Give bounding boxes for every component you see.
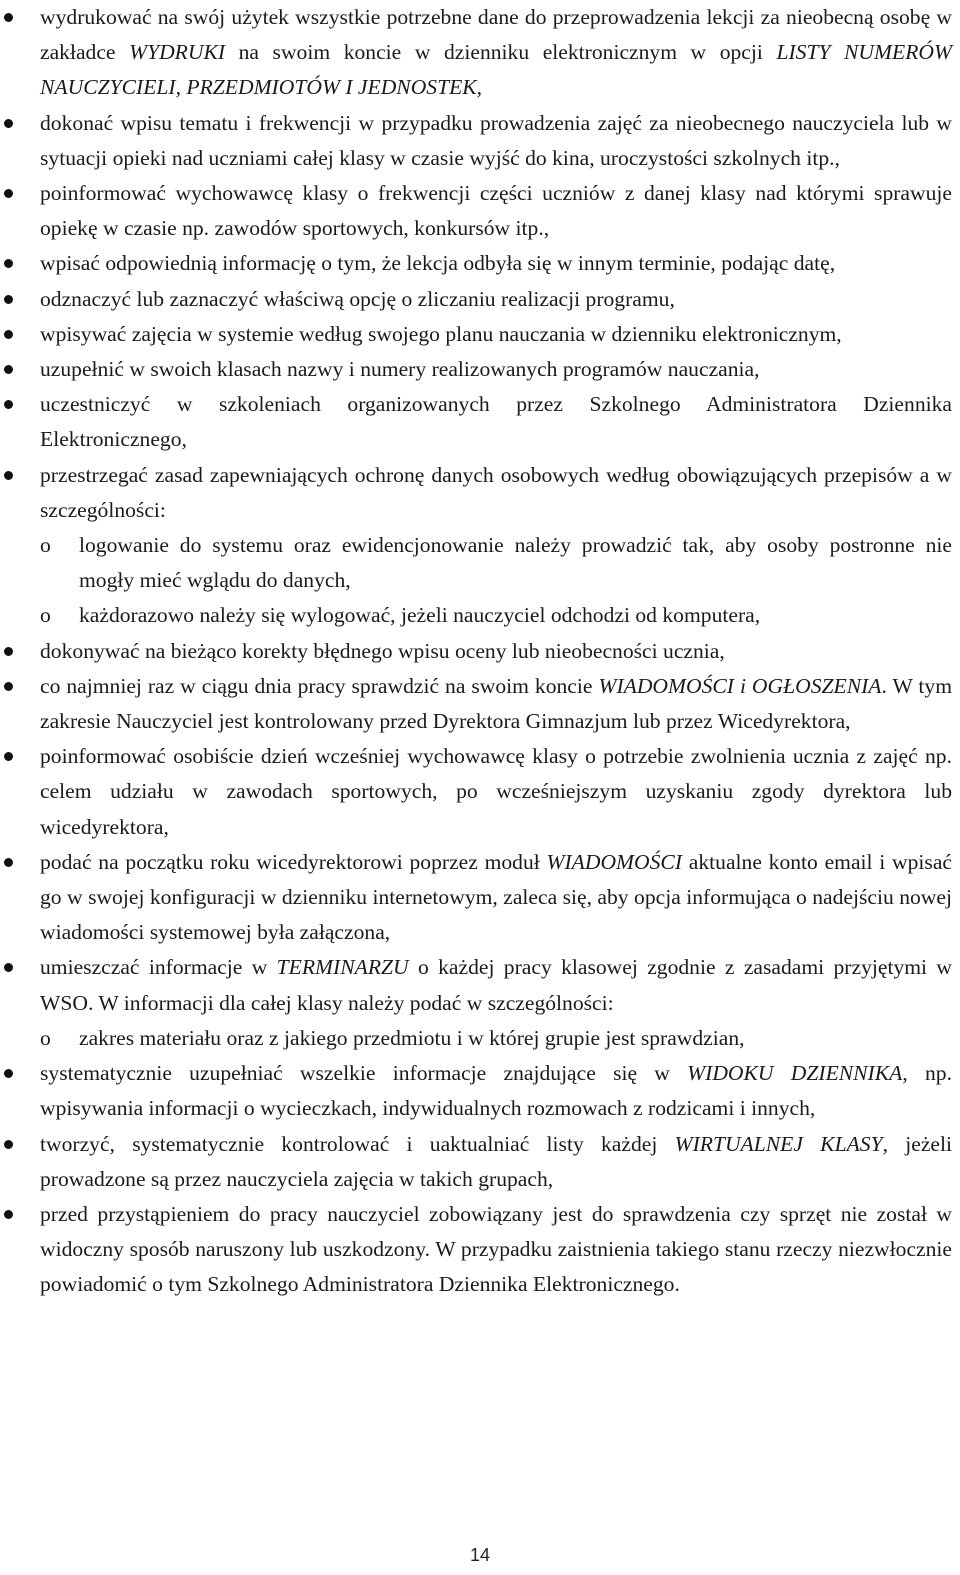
list-item <box>0 1056 960 1126</box>
list-item <box>0 387 960 457</box>
list-item <box>0 845 960 951</box>
item-text: systematycznie uzupełniać wszelkie informacje znajdujące się w <box>40 1061 688 1086</box>
item-text: podać na początku roku wicedyrektorowi poprzez moduł <box>40 849 547 874</box>
list-item <box>0 634 960 669</box>
item-text: o każdej pracy klasowej zgodnie z zasadami przyjętymi w WSO. W informacji dla całej klasy należy podać w szczególności: <box>40 955 952 1015</box>
list-item <box>0 317 960 352</box>
sub-list-item: o zakres materiału oraz z jakiego przedmiotu i w której grupie jest sprawdzian, <box>0 1021 952 1056</box>
sub-list <box>0 528 952 634</box>
item-text: . W tym zakresie Nauczyciel jest kontrolowany przed Dyrektora Gimnazjum lub przez Wicedyrektora, <box>40 673 953 734</box>
list-item <box>0 950 960 1056</box>
list-item <box>0 176 960 246</box>
item-emphasis: WIRTUALNEJ KLASY <box>674 1131 883 1156</box>
list-item <box>0 739 960 845</box>
item-text: poinformować wychowawcę klasy o frekwencji części uczniów z danej klasy nad którymi sprawuje opiekę w czasie np. zawodów sportowych, konkursów itp., <box>40 181 952 241</box>
item-emphasis: LISTY NUMERÓW NAUCZYCIELI, PRZEDMIOTÓW I JEDNOSTEK, <box>40 40 952 100</box>
item-text: dokonywać na bieżąco korekty błędnego wpisu oceny lub nieobecności ucznia, <box>40 638 725 663</box>
sub-list-item: o logowanie do systemu oraz ewidencjonowanie należy prowadzić tak, aby osoby postronne nie mogły mieć wglądu do danych, <box>0 528 952 598</box>
item-text: poinformować osobiście dzień wcześniej wychowawcę klasy o potrzebie zwolnienia ucznia z zajęć np. celem udziału w zawodach sportowych, po wcześniejszym uzyskaniu zgody dyrektora lub wicedyrektora, <box>40 744 952 839</box>
item-emphasis: WYDRUKI <box>129 40 226 65</box>
item-text: wpisać odpowiednią informację o tym, że lekcja odbyła się w innym terminie, podając datę, <box>40 251 836 276</box>
list-item <box>0 352 960 387</box>
item-text: odznaczyć lub zaznaczyć właściwą opcję o zliczaniu realizacji programu, <box>40 286 675 311</box>
list-item <box>0 282 960 317</box>
list-item <box>0 0 960 106</box>
item-text: co najmniej raz w ciągu dnia pracy sprawdzić na swoim koncie <box>40 673 599 698</box>
item-emphasis: TERMINARZU <box>276 955 409 980</box>
list-item <box>0 1127 960 1197</box>
list-item <box>0 1197 960 1303</box>
list-item <box>0 246 960 281</box>
item-text: dokonać wpisu tematu i frekwencji w przypadku prowadzenia zajęć za nieobecnego nauczyciela lub w sytuacji opieki nad uczniami całej klasy w czasie wyjść do kina, uroczystości szkolnych itp., <box>40 110 952 170</box>
item-text: tworzyć, systematycznie kontrolować i uaktualniać listy każdej <box>40 1131 675 1156</box>
item-text: przestrzegać zasad zapewniających ochronę danych osobowych według obowiązujących przepisów a w szczególności: <box>40 462 952 522</box>
item-text: na swoim koncie w dzienniku elektronicznym w opcji <box>225 40 777 65</box>
list-item <box>0 669 960 739</box>
item-text: umieszczać informacje w <box>40 955 277 980</box>
item-text: uczestniczyć w szkoleniach organizowanych przez Szkolnego Administratora Dziennika Elektronicznego, <box>40 392 952 452</box>
item-text: uzupełnić w swoich klasach nazwy i numery realizowanych programów nauczania, <box>40 357 760 382</box>
sub-list-item: o każdorazowo należy się wylogować, jeżeli nauczyciel odchodzi od komputera, <box>0 598 952 633</box>
list-item <box>0 106 960 176</box>
item-text: , np. wpisywania informacji o wycieczkach, indywidualnych rozmowach z rodzicami i innych, <box>40 1061 952 1121</box>
item-text: , jeżeli prowadzone są przez nauczyciela zajęcia w takich grupach, <box>40 1131 952 1191</box>
item-text: wydrukować na swój użytek wszystkie potrzebne dane do przeprowadzenia lekcji za nieobecną osobę w zakładce <box>40 5 952 65</box>
item-emphasis: WIADOMOŚCI <box>546 849 683 874</box>
item-text: przed przystąpieniem do pracy nauczyciel zobowiązany jest do sprawdzenia czy sprzęt nie został w widoczny sposób naruszony lub uszkodzony. W przypadku zaistnienia takiego stanu rzeczy niezwłocznie powiadomić o tym Szkolnego Administratora Dziennika Elektronicznego. <box>40 1201 952 1297</box>
item-text: wpisywać zajęcia w systemie według swojego planu nauczania w dzienniku elektronicznym, <box>40 321 842 346</box>
item-emphasis: WIDOKU DZIENNIKA <box>687 1061 903 1086</box>
page-number: 14 <box>469 1545 491 1565</box>
item-emphasis: WIADOMOŚCI i OGŁOSZENIA <box>598 673 882 698</box>
list-item <box>0 458 960 634</box>
item-text: aktualne konto email i wpisać go w swojej konfiguracji w dzienniku internetowym, zaleca się, aby opcja informująca o nadejściu nowej wiadomości systemowej była załączona, <box>40 849 953 945</box>
sub-list <box>0 1021 952 1056</box>
